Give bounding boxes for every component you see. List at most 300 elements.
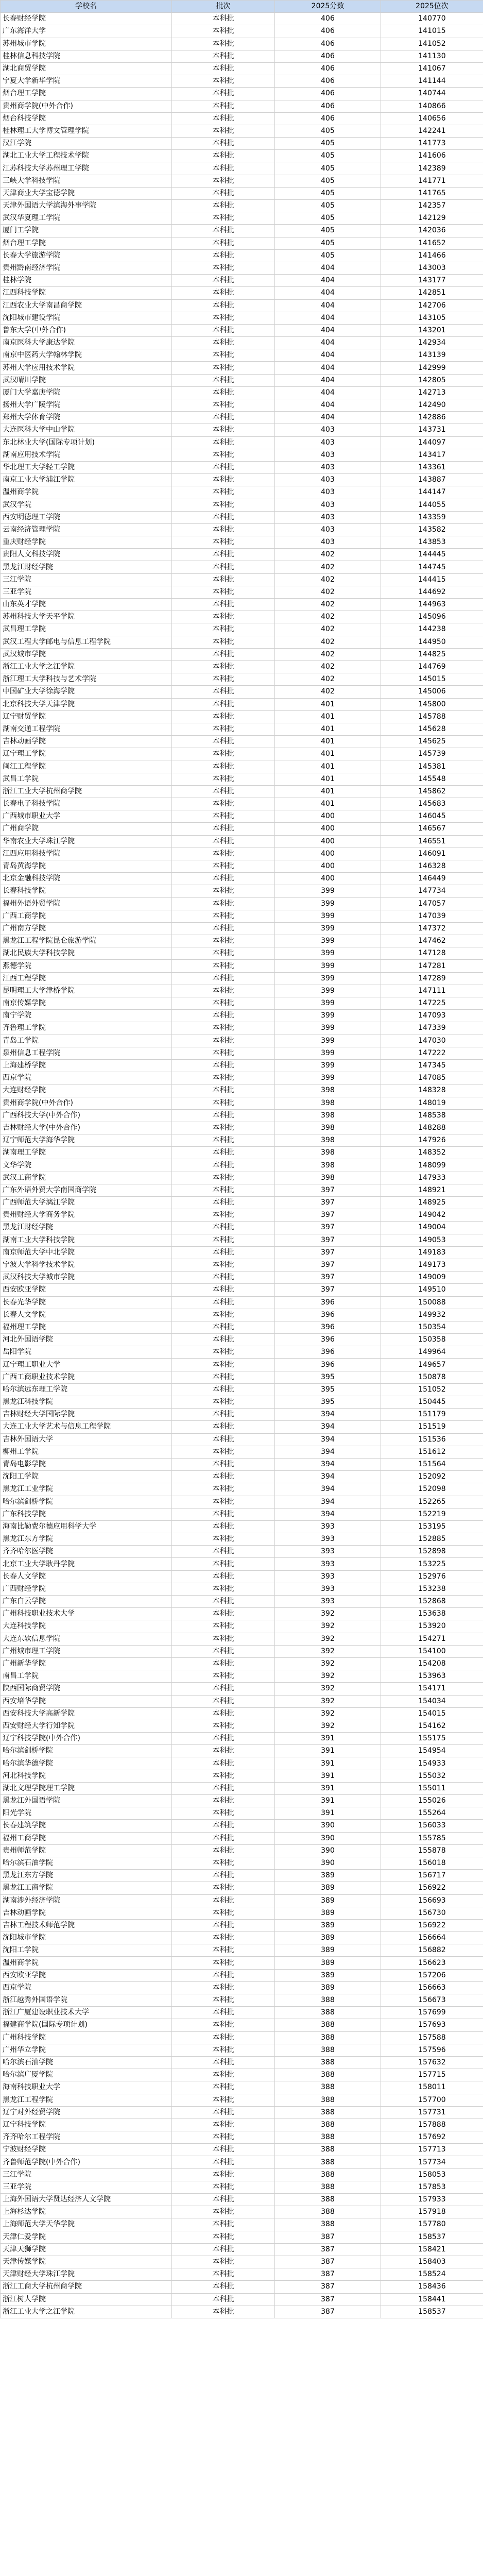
score-cell: 387 [275,2268,381,2281]
table-row [1,835,483,848]
school-name-cell: 中国矿业大学徐海学院 [1,686,172,698]
batch-cell: 本科批 [172,1707,275,1720]
school-name-cell: 广州华立学院 [1,2044,172,2056]
school-name-cell: 长春电子科技学院 [1,798,172,810]
rank-cell: 158441 [381,2293,483,2306]
school-name-cell: 贵州财经大学商务学院 [1,1209,172,1222]
score-cell: 399 [275,985,381,997]
table-row [1,2194,483,2206]
rank-cell: 142706 [381,299,483,312]
table-row [1,1346,483,1359]
rank-cell: 142357 [381,200,483,212]
table-row [1,1334,483,1346]
rank-cell: 157734 [381,2156,483,2168]
table-row [1,1683,483,1695]
score-cell: 404 [275,349,381,362]
table-row [1,1246,483,1259]
score-cell: 401 [275,748,381,760]
rank-cell: 147933 [381,1172,483,1184]
score-cell: 405 [275,249,381,262]
score-cell: 402 [275,573,381,586]
batch-cell: 本科批 [172,436,275,449]
school-name-cell: 东北林业大学(国际专项计划) [1,436,172,449]
rank-cell: 146091 [381,848,483,860]
score-cell: 389 [275,1919,381,1931]
score-cell: 405 [275,175,381,187]
batch-cell: 本科批 [172,1059,275,1072]
table-row [1,1383,483,1396]
rank-cell: 150354 [381,1321,483,1333]
batch-cell: 本科批 [172,1570,275,1583]
batch-cell: 本科批 [172,947,275,960]
table-row [1,1159,483,1172]
rank-cell: 147128 [381,947,483,960]
school-name-cell: 昆明理工大学津桥学院 [1,985,172,997]
score-cell: 404 [275,386,381,399]
batch-cell: 本科批 [172,2019,275,2031]
rank-cell: 141067 [381,62,483,75]
table-row [1,760,483,773]
school-name-cell: 贵州师范学院 [1,1844,172,1857]
table-row [1,1047,483,1059]
rank-cell: 149964 [381,1346,483,1359]
rank-cell: 150358 [381,1334,483,1346]
school-name-cell: 三江学院 [1,2168,172,2181]
school-name-cell: 哈尔滨广厦学院 [1,2069,172,2081]
score-cell: 400 [275,848,381,860]
table-row [1,1870,483,1882]
school-name-cell: 湖北商贸学院 [1,62,172,75]
rank-cell: 149173 [381,1259,483,1271]
batch-cell: 本科批 [172,1284,275,1296]
table-row [1,1147,483,1159]
table-row [1,1533,483,1546]
table-row [1,125,483,137]
batch-cell: 本科批 [172,760,275,773]
school-name-cell: 汉江学院 [1,138,172,150]
school-name-cell: 柳州工学院 [1,1446,172,1458]
rank-cell: 148352 [381,1147,483,1159]
school-name-cell: 吉林财经大学国际学院 [1,1409,172,1421]
rank-cell: 144238 [381,623,483,636]
score-cell: 389 [275,1932,381,1944]
school-name-cell: 南京传媒学院 [1,997,172,1010]
rank-cell: 146567 [381,823,483,835]
score-cell: 396 [275,1346,381,1359]
score-cell: 401 [275,698,381,710]
batch-cell: 本科批 [172,1596,275,1608]
school-name-cell: 湖南应用技术学院 [1,449,172,461]
school-name-cell: 黑龙江财经学院 [1,561,172,573]
score-cell: 394 [275,1458,381,1470]
school-name-cell: 武昌工学院 [1,773,172,785]
rank-cell: 158524 [381,2268,483,2281]
school-name-cell: 南京工业大学浦江学院 [1,474,172,486]
batch-cell: 本科批 [172,673,275,686]
score-cell: 387 [275,2256,381,2268]
score-cell: 402 [275,623,381,636]
batch-cell: 本科批 [172,748,275,760]
batch-cell: 本科批 [172,2007,275,2019]
score-cell: 401 [275,798,381,810]
school-name-cell: 扬州大学广陵学院 [1,399,172,412]
score-cell: 388 [275,2218,381,2231]
school-name-cell: 宁波大学科学技术学院 [1,1259,172,1271]
batch-cell: 本科批 [172,1433,275,1446]
table-row [1,873,483,885]
batch-cell: 本科批 [172,773,275,785]
school-name-cell: 浙江越秀外国语学院 [1,1994,172,2007]
table-row [1,561,483,573]
table-row [1,337,483,349]
table-row [1,1957,483,1969]
batch-cell: 本科批 [172,2069,275,2081]
score-cell: 388 [275,2069,381,2081]
batch-cell: 本科批 [172,1371,275,1383]
school-name-cell: 浙江理工大学科技与艺术学院 [1,673,172,686]
batch-cell: 本科批 [172,1197,275,1209]
school-name-cell: 广东海洋大学 [1,25,172,38]
table-row [1,1359,483,1371]
batch-cell: 本科批 [172,1882,275,1894]
school-name-cell: 长春人文学院 [1,1570,172,1583]
table-row [1,1844,483,1857]
table-row [1,2156,483,2168]
table-row [1,1645,483,1657]
rank-cell: 143417 [381,449,483,461]
school-name-cell: 辽宁理工学院 [1,748,172,760]
table-row [1,736,483,748]
school-name-cell: 广西财经学院 [1,1583,172,1595]
table-row [1,138,483,150]
school-name-cell: 青岛黄海学院 [1,860,172,872]
table-row [1,573,483,586]
batch-cell: 本科批 [172,1209,275,1222]
score-cell: 405 [275,162,381,175]
score-cell: 388 [275,2194,381,2206]
rank-cell: 151519 [381,1421,483,1433]
rank-cell: 142999 [381,362,483,374]
batch-cell: 本科批 [172,511,275,523]
score-cell: 399 [275,1035,381,1047]
batch-cell: 本科批 [172,287,275,299]
school-name-cell: 陕西国际商贸学院 [1,1683,172,1695]
batch-cell: 本科批 [172,1159,275,1172]
score-cell: 404 [275,362,381,374]
rank-cell: 156033 [381,1820,483,1832]
table-row [1,212,483,225]
school-name-cell: 广州城市理工学院 [1,1645,172,1657]
table-row [1,1745,483,1757]
school-name-cell: 天津仁爱学院 [1,2231,172,2243]
school-name-cell: 贵阳人文科技学院 [1,549,172,561]
rank-cell: 152898 [381,1546,483,1558]
batch-cell: 本科批 [172,611,275,623]
rank-cell: 141606 [381,150,483,162]
rank-cell: 141130 [381,50,483,62]
batch-cell: 本科批 [172,237,275,249]
table-row [1,636,483,648]
rank-cell: 144415 [381,573,483,586]
table-row [1,2019,483,2031]
school-name-cell: 三亚学院 [1,586,172,598]
score-cell: 392 [275,1657,381,1670]
batch-cell: 本科批 [172,2056,275,2069]
table-row [1,324,483,336]
table-row [1,1059,483,1072]
school-name-cell: 西京学院 [1,1072,172,1084]
school-name-cell: 青岛电影学院 [1,1458,172,1470]
score-cell: 398 [275,1097,381,1109]
score-cell: 402 [275,549,381,561]
score-cell: 405 [275,225,381,237]
school-name-cell: 天津天狮学院 [1,2243,172,2256]
score-cell: 399 [275,947,381,960]
school-name-cell: 海南比勒费尔德应用科学大学 [1,1520,172,1533]
rank-cell: 152885 [381,1533,483,1546]
batch-cell: 本科批 [172,386,275,399]
rank-cell: 154100 [381,1645,483,1657]
batch-cell: 本科批 [172,1546,275,1558]
table-row [1,1882,483,1894]
batch-cell: 本科批 [172,2243,275,2256]
score-cell: 402 [275,686,381,698]
score-cell: 403 [275,486,381,499]
score-cell: 397 [275,1197,381,1209]
batch-cell: 本科批 [172,1994,275,2007]
table-row [1,374,483,386]
batch-cell: 本科批 [172,374,275,386]
rank-cell: 141652 [381,237,483,249]
rank-cell: 147734 [381,885,483,897]
school-name-cell: 齐齐哈尔工程学院 [1,2131,172,2144]
rank-cell: 154954 [381,1745,483,1757]
table-row [1,1720,483,1732]
batch-cell: 本科批 [172,1670,275,1683]
school-name-cell: 广州新华学院 [1,1657,172,1670]
table-row [1,424,483,436]
rank-cell: 143887 [381,474,483,486]
rank-cell: 143201 [381,324,483,336]
school-name-cell: 武汉学院 [1,499,172,511]
rank-cell: 144097 [381,436,483,449]
school-name-cell: 宁波财经学院 [1,2144,172,2156]
school-name-cell: 齐鲁师范学院(中外合作) [1,2156,172,2168]
batch-cell: 本科批 [172,997,275,1010]
batch-cell: 本科批 [172,2144,275,2156]
school-name-cell: 西安科技大学高新学院 [1,1707,172,1720]
table-row [1,897,483,910]
table-row [1,1097,483,1109]
score-cell: 399 [275,910,381,922]
score-cell: 392 [275,1620,381,1633]
school-name-cell: 黑龙江工程学院 [1,2094,172,2106]
batch-cell: 本科批 [172,586,275,598]
rank-cell: 156717 [381,1870,483,1882]
score-cell: 402 [275,586,381,598]
table-row [1,1396,483,1409]
table-row [1,237,483,249]
table-row [1,1284,483,1296]
score-cell: 397 [275,1184,381,1196]
batch-cell: 本科批 [172,710,275,723]
score-cell: 405 [275,237,381,249]
rank-cell: 147462 [381,935,483,947]
school-name-cell: 湖北文理学院理工学院 [1,1782,172,1794]
rank-cell: 154208 [381,1657,483,1670]
table-row [1,922,483,935]
school-name-cell: 桂林信息科技学院 [1,50,172,62]
table-row [1,860,483,872]
school-name-cell: 武汉工商学院 [1,1172,172,1184]
rank-cell: 140770 [381,13,483,25]
table-row [1,1932,483,1944]
rank-cell: 157596 [381,2044,483,2056]
score-cell: 388 [275,2044,381,2056]
rank-cell: 147345 [381,1059,483,1072]
score-cell: 394 [275,1496,381,1508]
score-cell: 389 [275,1894,381,1907]
table-row [1,810,483,823]
school-name-cell: 黑龙江科技学院 [1,1396,172,1409]
school-name-cell: 吉林外国语大学 [1,1433,172,1446]
batch-cell: 本科批 [172,573,275,586]
score-cell: 388 [275,2168,381,2181]
score-cell: 399 [275,1047,381,1059]
batch-cell: 本科批 [172,249,275,262]
score-cell: 398 [275,1159,381,1172]
score-cell: 387 [275,2293,381,2306]
rank-cell: 150088 [381,1296,483,1309]
batch-cell: 本科批 [172,1072,275,1084]
table-row [1,1446,483,1458]
score-cell: 396 [275,1309,381,1321]
batch-cell: 本科批 [172,910,275,922]
rank-cell: 147339 [381,1022,483,1035]
score-cell: 395 [275,1371,381,1383]
rank-cell: 145739 [381,748,483,760]
school-name-cell: 辽宁科技学院(中外合作) [1,1733,172,1745]
score-cell: 402 [275,611,381,623]
table-row [1,1782,483,1794]
school-name-cell: 上海杉达学院 [1,2206,172,2218]
rank-cell: 157588 [381,2031,483,2044]
table-row [1,2256,483,2268]
score-cell: 392 [275,1683,381,1695]
batch-cell: 本科批 [172,1022,275,1035]
batch-cell: 本科批 [172,2168,275,2181]
batch-cell: 本科批 [172,1047,275,1059]
school-name-cell: 南宁学院 [1,1010,172,1022]
table-row [1,1757,483,1770]
batch-cell: 本科批 [172,648,275,660]
batch-cell: 本科批 [172,860,275,872]
score-cell: 399 [275,922,381,935]
batch-cell: 本科批 [172,162,275,175]
rank-cell: 152265 [381,1496,483,1508]
rank-cell: 154034 [381,1695,483,1707]
batch-cell: 本科批 [172,1346,275,1359]
score-cell: 405 [275,138,381,150]
batch-cell: 本科批 [172,499,275,511]
table-row [1,1035,483,1047]
batch-cell: 本科批 [172,1919,275,1931]
score-cell: 403 [275,523,381,536]
header-batch: 批次 [172,1,275,13]
school-name-cell: 福建商学院(国际专项计划) [1,2019,172,2031]
batch-cell: 本科批 [172,561,275,573]
score-cell: 406 [275,38,381,50]
score-cell: 395 [275,1396,381,1409]
rank-cell: 142934 [381,337,483,349]
rank-cell: 149004 [381,1222,483,1234]
table-row [1,1969,483,1981]
table-row [1,38,483,50]
score-cell: 399 [275,1010,381,1022]
score-cell: 393 [275,1533,381,1546]
school-name-cell: 鲁东大学(中外合作) [1,324,172,336]
batch-cell: 本科批 [172,2256,275,2268]
rank-cell: 144692 [381,586,483,598]
score-cell: 394 [275,1433,381,1446]
batch-cell: 本科批 [172,1782,275,1794]
school-name-cell: 长春大学旅游学院 [1,249,172,262]
table-row [1,1832,483,1844]
rank-cell: 157918 [381,2206,483,2218]
score-cell: 388 [275,2156,381,2168]
rank-cell: 143853 [381,536,483,549]
table-row [1,599,483,611]
batch-cell: 本科批 [172,885,275,897]
batch-cell: 本科批 [172,1409,275,1421]
score-cell: 394 [275,1409,381,1421]
score-cell: 403 [275,424,381,436]
batch-cell: 本科批 [172,1757,275,1770]
rank-cell: 158403 [381,2256,483,2268]
batch-cell: 本科批 [172,25,275,38]
table-row [1,648,483,660]
table-row [1,1109,483,1122]
table-row [1,611,483,623]
table-row [1,1172,483,1184]
score-cell: 388 [275,2056,381,2069]
table-row [1,75,483,88]
batch-cell: 本科批 [172,399,275,412]
table-row [1,249,483,262]
table-row [1,474,483,486]
score-cell: 391 [275,1807,381,1820]
rank-cell: 151564 [381,1458,483,1470]
table-row [1,2281,483,2293]
batch-cell: 本科批 [172,424,275,436]
school-name-cell: 沈阳城市学院 [1,1932,172,1944]
school-name-cell: 广州南方学院 [1,922,172,935]
rank-cell: 147111 [381,985,483,997]
batch-cell: 本科批 [172,1010,275,1022]
school-name-cell: 湖南交通工程学院 [1,723,172,735]
score-cell: 397 [275,1259,381,1271]
school-name-cell: 广东科技学院 [1,1508,172,1520]
table-row [1,1570,483,1583]
batch-cell: 本科批 [172,1969,275,1981]
batch-cell: 本科批 [172,1446,275,1458]
school-name-cell: 三江学院 [1,573,172,586]
score-cell: 393 [275,1546,381,1558]
batch-cell: 本科批 [172,2268,275,2281]
score-cell: 399 [275,960,381,972]
batch-cell: 本科批 [172,636,275,648]
rank-cell: 150878 [381,1371,483,1383]
